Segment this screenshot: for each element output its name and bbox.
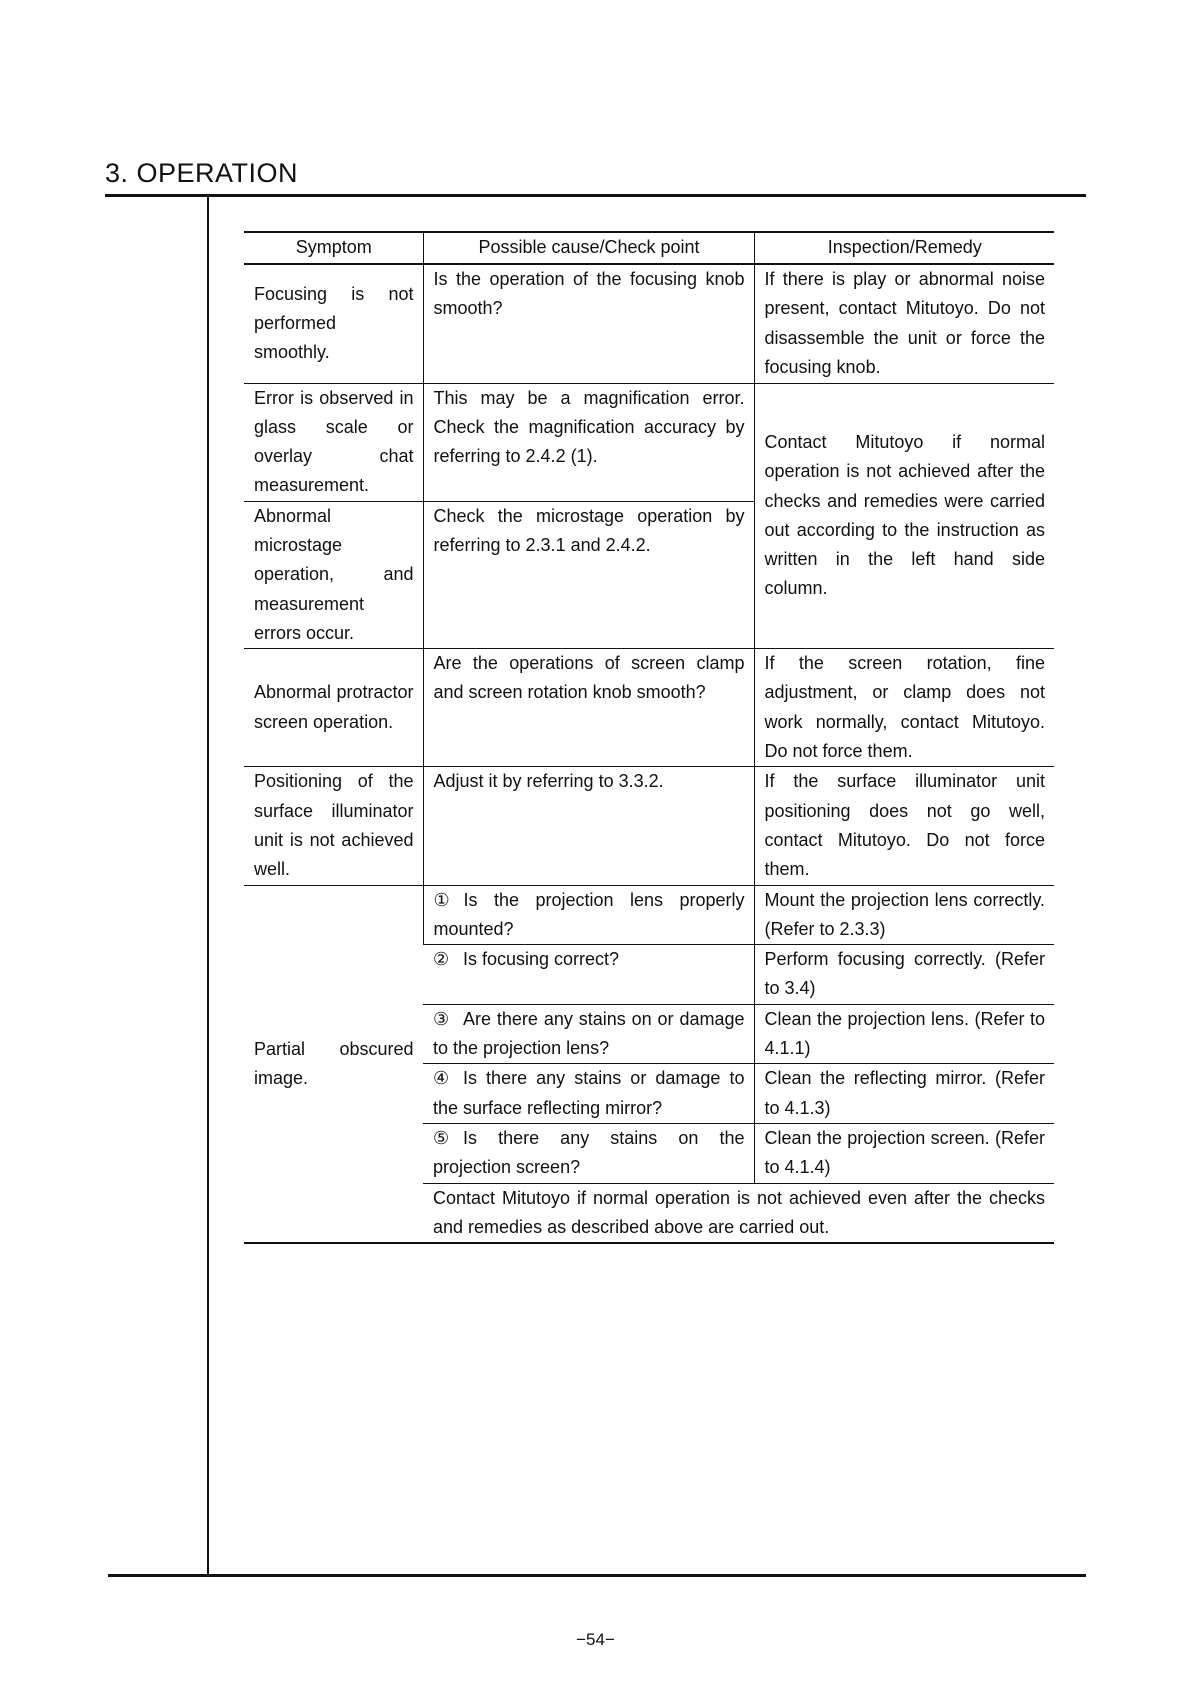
cause-cell: Are the operations of screen clamp and screen rotation knob smooth? bbox=[423, 649, 754, 767]
footer-rule bbox=[108, 1574, 1086, 1577]
cause-cell: This may be a magnification error. Check the magnification accuracy by referring to 2.4.2 (1). bbox=[423, 383, 754, 501]
check-remedy-cell: Perform focusing correctly. (Refer to 3.4) bbox=[754, 945, 1054, 1005]
check-number: ④ bbox=[433, 1068, 450, 1089]
remedy-cell: Contact Mitutoyo if normal operation is not achieved after the checks and remedies were carried out according to the instruction as written in the left hand side column. bbox=[754, 383, 1054, 649]
check-text: Is there any stains on the projection screen? bbox=[433, 1127, 745, 1178]
check-remedy-cell: Clean the projection lens. (Refer to 4.1.1) bbox=[754, 1004, 1054, 1064]
check-number: ⑤ bbox=[433, 1127, 450, 1148]
cause-cell: Check the microstage operation by referring to 2.3.1 and 2.4.2. bbox=[423, 501, 754, 648]
symptom-cell: Focusing is not performed smoothly. bbox=[244, 264, 423, 383]
symptom-cell: Error is observed in glass scale or overlay chat measurement. bbox=[244, 383, 423, 501]
cause-cell: Is the operation of the focusing knob smooth? bbox=[423, 264, 754, 383]
symptom-cell: Abnormal microstage operation, and measurement errors occur. bbox=[244, 501, 423, 648]
check-remedy-cell: Clean the reflecting mirror. (Refer to 4.1.3) bbox=[754, 1064, 1054, 1124]
section-title: 3. OPERATION bbox=[105, 158, 299, 188]
check-cause-cell bbox=[423, 1123, 754, 1183]
check-number: ② bbox=[433, 949, 450, 970]
remedy-cell: If the surface illuminator unit positioning does not go well, contact Mitutoyo. Do not force them. bbox=[754, 767, 1054, 885]
header-symptom: Symptom bbox=[244, 232, 423, 264]
header-rule bbox=[105, 194, 1086, 197]
check-remedy-cell: Mount the projection lens correctly. (Refer to 2.3.3) bbox=[754, 885, 1054, 945]
margin-line bbox=[207, 196, 209, 1576]
check-cause-cell bbox=[423, 945, 754, 1005]
header-remedy: Inspection/Remedy bbox=[754, 232, 1054, 264]
check-text: Is the projection lens properly mounted? bbox=[433, 889, 745, 939]
symptom-cell: Partial obscured image. bbox=[244, 885, 423, 1243]
remedy-cell: If the screen rotation, fine adjustment, or clamp does not work normally, contact Mitutoyo. Do not force them. bbox=[754, 649, 1054, 767]
symptom-cell: Abnormal protractor screen operation. bbox=[244, 649, 423, 767]
page-number: −54− bbox=[576, 1630, 615, 1649]
check-text: Is focusing correct? bbox=[463, 949, 620, 970]
header-cause: Possible cause/Check point bbox=[423, 232, 754, 264]
check-cause-cell bbox=[423, 1004, 754, 1064]
troubleshooting-table bbox=[244, 231, 1054, 1244]
final-note: Contact Mitutoyo if normal operation is not achieved even after the checks and remedies as described above are carried out. bbox=[423, 1183, 1054, 1243]
remedy-cell: If there is play or abnormal noise present, contact Mitutoyo. Do not disassemble the unit or force the focusing knob. bbox=[754, 264, 1054, 383]
check-number: ③ bbox=[433, 1008, 450, 1029]
check-number: ① bbox=[433, 889, 450, 910]
cause-cell: Adjust it by referring to 3.3.2. bbox=[423, 767, 754, 885]
check-cause-cell bbox=[423, 885, 754, 945]
check-remedy-cell: Clean the projection screen. (Refer to 4.1.4) bbox=[754, 1123, 1054, 1183]
check-text: Are there any stains on or damage to the projection lens? bbox=[433, 1008, 745, 1059]
symptom-cell: Positioning of the surface illuminator unit is not achieved well. bbox=[244, 767, 423, 885]
check-cause-cell bbox=[423, 1064, 754, 1124]
check-text: Is there any stains or damage to the surface reflecting mirror? bbox=[433, 1068, 745, 1118]
